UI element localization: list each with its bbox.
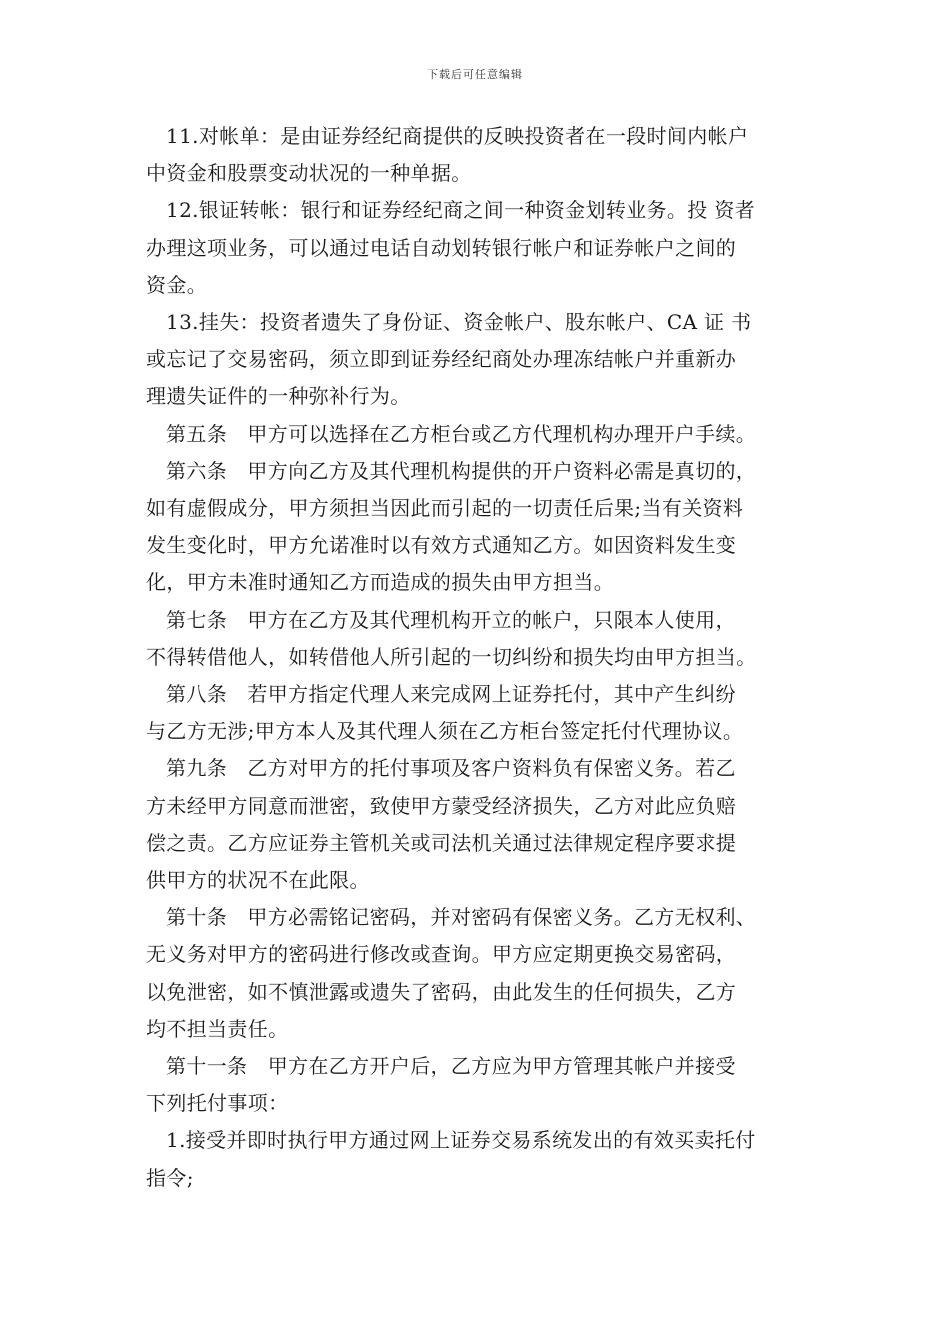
text-line: 第十一条 甲方在乙方开户后，乙方应为甲方管理其帐户并接受 xyxy=(166,1054,736,1079)
text-line: 无义务对甲方的密码进行修改或查询。甲方应定期更换交易密码， xyxy=(146,942,737,967)
text-line: 资金。 xyxy=(146,272,208,297)
text-line: 11.对帐单：是由证券经纪商提供的反映投资者在一段时间内帐户 xyxy=(166,124,749,148)
text-line: 第六条 甲方向乙方及其代理机构提供的开户资料必需是真切的， xyxy=(166,458,757,483)
text-line: 下列托付事项： xyxy=(146,1091,289,1116)
text-line: 第八条 若甲方指定代理人来完成网上证券托付，其中产生纠纷 xyxy=(166,682,736,707)
article-5 xyxy=(146,416,816,453)
text-line: 理遗失证件的一种弥补行为。 xyxy=(146,384,411,409)
text-line: 1.接受并即时执行甲方通过网上证券交易系统发出的有效买卖托付 xyxy=(166,1128,756,1153)
text-line: 化，甲方未准时通知乙方而造成的损失由甲方担当。 xyxy=(146,570,615,595)
article-7 xyxy=(146,602,816,676)
text-line: 与乙方无涉;甲方本人及其代理人须在乙方柜台签定托付代理协议。 xyxy=(146,719,744,744)
text-line: 13.挂失：投资者遗失了身份证、资金帐户、股东帐户、CA 证 书 xyxy=(166,310,752,335)
text-line: 或忘记了交易密码，须立即到证券经纪商处办理冻结帐户并重新办 xyxy=(146,347,737,372)
text-line: 均不担当责任。 xyxy=(146,1016,289,1041)
text-line: 供甲方的状况不在此限。 xyxy=(146,868,370,893)
text-line: 发生变化时，甲方允诺准时以有效方式通知乙方。如因资料发生变 xyxy=(146,533,737,558)
list-item-1 xyxy=(146,1122,816,1196)
article-6 xyxy=(146,453,816,602)
article-10 xyxy=(146,899,816,1048)
text-line: 如有虚假成分，甲方须担当因此而引起的一切责任后果;当有关资料 xyxy=(146,496,744,521)
definition-12 xyxy=(146,192,816,304)
article-9 xyxy=(146,750,816,899)
text-line: 12.银证转帐：银行和证券经纪商之间一种资金划转业务。投 资者 xyxy=(166,198,756,223)
document-body xyxy=(146,118,816,1197)
text-line: 办理这项业务，可以通过电话自动划转银行帐户和证券帐户之间的 xyxy=(146,235,737,260)
article-8 xyxy=(146,676,816,750)
text-line: 方未经甲方同意而泄密，致使甲方蒙受经济损失，乙方对此应负赔 xyxy=(146,793,737,818)
article-11 xyxy=(146,1048,816,1122)
text-line: 指令; xyxy=(146,1165,194,1190)
text-line: 不得转借他人，如转借他人所引起的一切纠纷和损失均由甲方担当。 xyxy=(146,644,757,669)
text-line: 第九条 乙方对甲方的托付事项及客户资料负有保密义务。若乙 xyxy=(166,756,736,781)
definition-13 xyxy=(146,304,816,416)
page-header-note: 下载后可任意编辑 xyxy=(427,68,523,81)
text-line: 第五条 甲方可以选择在乙方柜台或乙方代理机构办理开户手续。 xyxy=(166,421,757,446)
text-line: 偿之责。乙方应证券主管机关或司法机关通过法律规定程序要求提 xyxy=(146,830,737,855)
definition-11 xyxy=(146,118,816,192)
text-line: 第七条 甲方在乙方及其代理机构开立的帐户，只限本人使用， xyxy=(166,607,736,632)
text-line: 中资金和股票变动状况的一种单据。 xyxy=(146,161,472,186)
text-line: 第十条 甲方必需铭记密码，并对密码有保密义务。乙方无权利、 xyxy=(166,905,757,930)
text-line: 以免泄密，如不慎泄露或遗失了密码，由此发生的任何损失，乙方 xyxy=(146,979,737,1004)
